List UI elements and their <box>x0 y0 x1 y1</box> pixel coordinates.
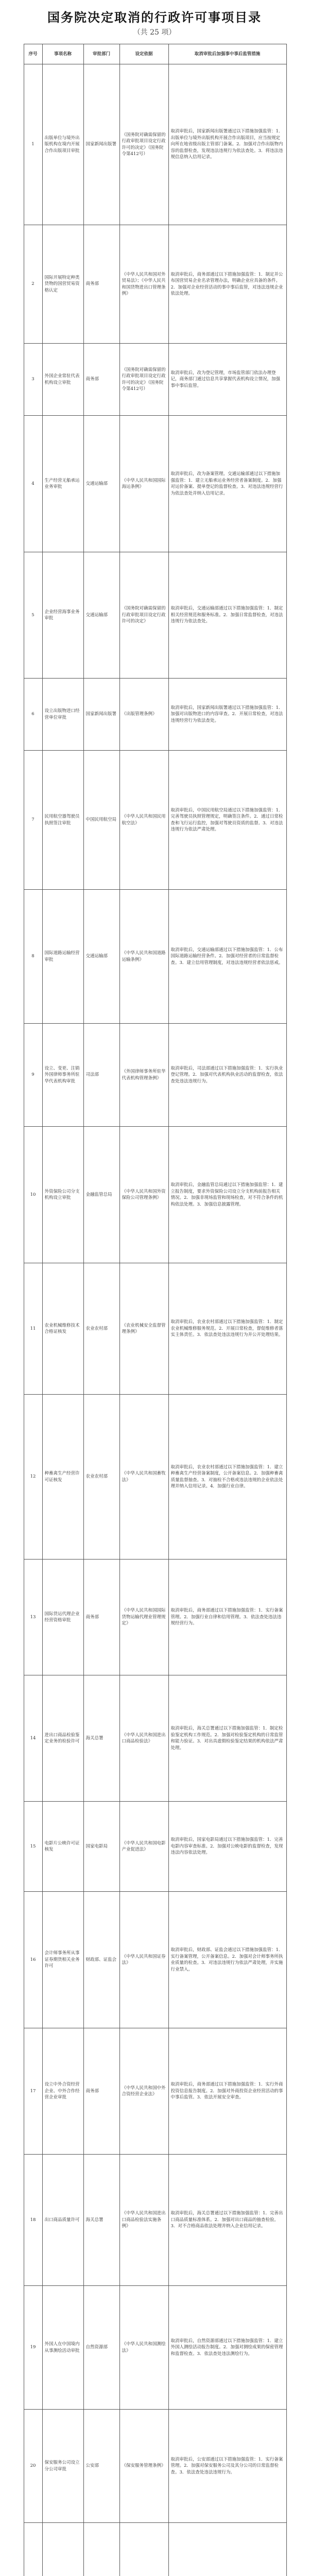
cell-name: 出版单位与境外出版机构在境内开展合作出版项目审批 <box>42 64 83 225</box>
cell-meas: 取消审批后，财政部、证监会通过以下措施加强监管：1．实行备案管理，公开备案信息。2．加强对会计师事务所执业质量的检查。3．对违法违规行为依法严肃处理，并实施行业禁入。 <box>168 1892 286 2028</box>
cell-meas: 取消审批后，商务部通过以下措施加强监管：1．制定并公布国营贸易企业名录管理办法，明确企业应具备的条件。2．加强对企业经营活动的事中事后监管，对违法违规企业依法处理。 <box>168 225 286 344</box>
table-row <box>24 890 286 1024</box>
cell-num: 18 <box>24 2155 42 2286</box>
table-row <box>24 1802 286 1892</box>
cell-name: 进出口商品检验鉴定业务的检验许可 <box>42 1675 83 1802</box>
cell-basis: 《中华人民共和国测绘法》 <box>119 2286 168 2410</box>
cell-name: 企业经营海事业务审批 <box>42 552 83 679</box>
cell-org: 农业农村部 <box>83 1263 119 1395</box>
table-header-row <box>24 44 286 64</box>
cell-num: 19 <box>24 2286 42 2410</box>
cell-org: 中国民用航空局 <box>83 751 119 890</box>
cell-num: 9 <box>24 1024 42 1127</box>
cell-num: 12 <box>24 1395 42 1560</box>
cell-meas: 取消审批后，商务部通过以下措施加强监管：1．实行外商投资信息报告制度。2．加强对外商投资企业经营活动的事中事后监管。3．依法开展安全审查。 <box>168 2028 286 2155</box>
cell-num: 3 <box>24 344 42 416</box>
cell-org: 国家新闻出版署 <box>83 679 119 751</box>
cell-meas: 取消审批后，国家电影局通过以下措施加强监管：1．完善电影内容审查标准。2．加强对公映电影的监督检查，发现违法内容依法处理。 <box>168 1802 286 1892</box>
cell-num: 5 <box>24 552 42 679</box>
cell-meas: 取消审批后，金融监管总局通过以下措施加强监管：1．建立报告制度，要求外资保险公司设立分支机构前报告相关情况。2．加强非现场监管和现场检查，对不符合条件的机构依法处理。3．加强信息披露管理。 <box>168 1127 286 1263</box>
cell-org: 司法部 <box>83 1024 119 1127</box>
cell-basis: 《中华人民共和国国际货物运输代理业管理规定》 <box>119 1560 168 1675</box>
table-row <box>24 552 286 679</box>
cell-meas: 取消审批后，国家新闻出版署通过以下措施加强监管：1．出版单位与境外出版机构开展合作出版项目，应当按规定向所在地省级出版主管部门备案。2．加强对合作出版物内容的监督检查，发现违法违规行为依法查处。3．将违法违规信息纳入信用记录。 <box>168 64 286 225</box>
table-row <box>24 225 286 344</box>
cell-name: 国际开展特定种类货物的国营贸易资格认定 <box>42 225 83 344</box>
cell-name: 国际货运代理企业经营资格审批 <box>42 1560 83 1675</box>
cell-meas: 取消审批后，自然资源部通过以下措施加强监管：1．建立外国人测绘活动报告制度。2．加强对测绘成果的保密管理和监督检查。3．依法查处违法测绘行为。 <box>168 2286 286 2410</box>
cell-basis: 《保安服务管理条例》 <box>119 2410 168 2523</box>
cell-org: 国家电影局 <box>83 1802 119 1892</box>
cell-meas: 取消审批后，司法部通过以下措施加强监管：1．实行执业登记管理。2．加强对代表机构执业活动的监督检查，依法查处违法违规行为。 <box>168 1024 286 1127</box>
cell-name: 种畜禽生产经营许可证核发 <box>42 1395 83 1560</box>
cell-num: 20 <box>24 2410 42 2523</box>
cell-num: 8 <box>24 890 42 1024</box>
cell-num: 11 <box>24 1263 42 1395</box>
table-row <box>24 1395 286 1560</box>
cell-basis: 《中华人民共和国国际海运条例》 <box>119 416 168 552</box>
cell-meas: 取消审批后，改为登记管理，市场监管部门依法办理登记，商务部门通过信息共享掌握代表机构设立情况，加强事中事后监管。 <box>168 344 286 416</box>
table-row <box>24 1892 286 2028</box>
cell-num: 10 <box>24 1127 42 1263</box>
cell-num: 6 <box>24 679 42 751</box>
cell-name: 会计师事务所从事证券期货相关业务许可 <box>42 1892 83 2028</box>
table-row <box>24 1024 286 1127</box>
cell-name: 设立、变更、注销外国律师事务所驻华代表机构审批 <box>42 1024 83 1127</box>
cell-name: 民用航空器驾驶员执照签注审批 <box>42 751 83 890</box>
cell-org: 商务部 <box>83 2028 119 2155</box>
cell-meas: 取消审批后，国家新闻出版署通过以下措施加强监管：1．加强对出版物进口的内容审查。2．开展日常检查，对违法违规经营行为依法查处。 <box>168 679 286 751</box>
cell-org: 海关总署 <box>83 1675 119 1802</box>
cell-name: 农业机械维修技术合格证核发 <box>42 1263 83 1395</box>
cell-num: 7 <box>24 751 42 890</box>
cell-basis: 《中华人民共和国对外贸易法》；《中华人民共和国货物进出口管理条例》 <box>119 225 168 344</box>
cell-basis: 《中华人民共和国进出口商品检验法实施条例》 <box>119 2155 168 2286</box>
cell-org: 金融监管总局 <box>83 1127 119 1263</box>
cell-name <box>42 2523 83 2576</box>
col-header-basis: 设定依据 <box>119 44 168 64</box>
cell-name: 设立出版物进口经营单位审批 <box>42 679 83 751</box>
cell-num: 17 <box>24 2028 42 2155</box>
cell-basis: 《中华人民共和国外资保险公司管理条例》 <box>119 1127 168 1263</box>
cell-num: 14 <box>24 1675 42 1802</box>
cell-basis: 《中华人民共和国民用航空法》 <box>119 751 168 890</box>
cell-basis: 《国务院对确需保留的行政审批项目设定行政许可的决定》 <box>119 552 168 679</box>
cell-basis: 《中华人民共和国中外合资经营企业法》 <box>119 2028 168 2155</box>
cell-basis: 《中华人民共和国畜牧法》 <box>119 1395 168 1560</box>
table-row <box>24 751 286 890</box>
cell-org: 农业农村部 <box>83 1395 119 1560</box>
cell-org: 海关总署 <box>83 2155 119 2286</box>
cell-org: 商务部 <box>83 1560 119 1675</box>
cell-meas <box>168 2523 286 2576</box>
cell-meas: 取消审批后，商务部通过以下措施加强监管：1．实行备案管理。2．加强行业自律和信用管理。3．依法查处违法违规经营行为。 <box>168 1560 286 1675</box>
cell-meas: 取消审批后，海关总署通过以下措施加强监管：1．制定检验鉴定机构工作规范。2．加强对检验鉴定机构的日常监管和能力验证。3．对出具虚假检验鉴定结果的机构依法严肃处理。 <box>168 1675 286 1802</box>
cell-basis: 《国务院对确需保留的行政审批项目设定行政许可的决定》（国务院令第412号） <box>119 344 168 416</box>
table-row <box>24 2410 286 2523</box>
col-header-num: 序号 <box>24 44 42 64</box>
cell-num: 2 <box>24 225 42 344</box>
cell-meas: 取消审批后，交通运输部通过以下措施加强监管：1．制定相关经营规范和服务标准。2．加强日常监督检查，对违法违规行为依法查处。 <box>168 552 286 679</box>
table-row <box>24 416 286 552</box>
cell-basis: 《中华人民共和国进出口商品检验法》 <box>119 1675 168 1802</box>
cell-basis: 《外国律师事务所驻华代表机构管理条例》 <box>119 1024 168 1127</box>
table-row <box>24 2523 286 2576</box>
col-header-measures: 取消审批后加强事中事后监管措施 <box>168 44 286 64</box>
cell-num: 16 <box>24 1892 42 2028</box>
table-row <box>24 1263 286 1395</box>
cell-name: 外资保险公司分支机构设立审批 <box>42 1127 83 1263</box>
cell-name: 设立中外合资经营企业、中外合作经营企业审批 <box>42 2028 83 2155</box>
cell-name: 保安服务公司设立分公司审批 <box>42 2410 83 2523</box>
table-row <box>24 1560 286 1675</box>
page-title: 国务院决定取消的行政许可事项目录 <box>47 10 262 25</box>
cell-name: 电影片公映许可证核发 <box>42 1802 83 1892</box>
cell-name: 生产经营无船承运业务审批 <box>42 416 83 552</box>
cell-meas: 取消审批后，公安部通过以下措施加强监管：1．实行备案管理。2．加强对保安服务公司及其分公司的日常监督检查。3．依法查处违法违规行为。 <box>168 2410 286 2523</box>
table-row <box>24 344 286 416</box>
cell-basis: 《中华人民共和国证券法》 <box>119 1892 168 2028</box>
cell-meas: 取消审批后，海关总署通过以下措施加强监管：1．完善出口商品质量标准体系。2．加强对出口商品的抽查检验。3．对不合格商品依法处理并纳入企业信用记录。 <box>168 2155 286 2286</box>
cell-basis <box>119 2523 168 2576</box>
table-row <box>24 64 286 225</box>
cell-basis: 《国务院对确需保留的行政审批项目设定行政许可的决定》（国务院令第412号） <box>119 64 168 225</box>
cell-org: 商务部 <box>83 344 119 416</box>
page-subtitle: （共 25 项） <box>133 28 176 37</box>
table-body <box>24 64 286 2576</box>
cell-org: 国家新闻出版署 <box>83 64 119 225</box>
cell-meas: 取消审批后，农业农村部通过以下措施加强监管：1．建立种畜禽生产经营备案制度，公开备案信息。2．加强种畜禽质量监督抽查。3．对抽检不合格或违法违规的企业依法处理并纳入信用记录。4．加强行业自律。 <box>168 1395 286 1560</box>
cell-num: 1 <box>24 64 42 225</box>
cell-name: 国际道路运输经营审批 <box>42 890 83 1024</box>
table-row <box>24 2155 286 2286</box>
table-row <box>24 1127 286 1263</box>
cell-org: 公安部 <box>83 2410 119 2523</box>
cell-name: 外国企业常驻代表机构设立审批 <box>42 344 83 416</box>
cell-org: 交通运输部 <box>83 890 119 1024</box>
cell-org: 交通运输部 <box>83 416 119 552</box>
table-row <box>24 2028 286 2155</box>
col-header-org: 审批部门 <box>83 44 119 64</box>
cell-meas: 取消审批后，改为备案管理。交通运输部通过以下措施加强监管：1．建立无船承运业务经营者备案制度。2．加强对运价备案、提单登记的监督检查。3．对违法违规经营行为依法查处并纳入信用记录。 <box>168 416 286 552</box>
cell-meas: 取消审批后，农业农村部通过以下措施加强监管：1．制定农业机械维修服务规范。2．开展日常检查，督促维修者落实主体责任。3．依法查处违法违规行为并公开处理结果。 <box>168 1263 286 1395</box>
cell-basis: 《中华人民共和国道路运输条例》 <box>119 890 168 1024</box>
cell-org: 自然资源部 <box>83 2286 119 2410</box>
cell-name: 外国人在中国境内从事测绘活动审批 <box>42 2286 83 2410</box>
cell-num <box>24 2523 42 2576</box>
table-row <box>24 2286 286 2410</box>
table-row <box>24 1675 286 1802</box>
cell-org <box>83 2523 119 2576</box>
cell-org: 交通运输部 <box>83 552 119 679</box>
cell-org: 财政部、证监会 <box>83 1892 119 2028</box>
cell-num: 15 <box>24 1802 42 1892</box>
cell-basis: 《出版管理条例》 <box>119 679 168 751</box>
cell-org: 商务部 <box>83 225 119 344</box>
cell-meas: 取消审批后，中国民用航空局通过以下措施加强监管：1．完善驾驶员执照管理规定，明确签注条件。2．通过日常检查和飞行运行监控，加强对驾驶员资质的监督。3．对违法违规行为依法严肃处理。 <box>168 751 286 890</box>
cell-basis: 《中华人民共和国电影产业促进法》 <box>119 1802 168 1892</box>
cell-num: 4 <box>24 416 42 552</box>
cell-num: 13 <box>24 1560 42 1675</box>
col-header-name: 事项名称 <box>42 44 83 64</box>
cell-basis: 《农业机械安全监督管理条例》 <box>119 1263 168 1395</box>
table-row <box>24 679 286 751</box>
permit-catalog-table <box>23 44 287 2576</box>
cell-name: 出口商品质量许可 <box>42 2155 83 2286</box>
cell-meas: 取消审批后，交通运输部通过以下措施加强监管：1．公布国际道路运输经营条件。2．加强对经营者的日常监督检查。3．建立信用管理制度，对违法违规经营者依法惩戒。 <box>168 890 286 1024</box>
